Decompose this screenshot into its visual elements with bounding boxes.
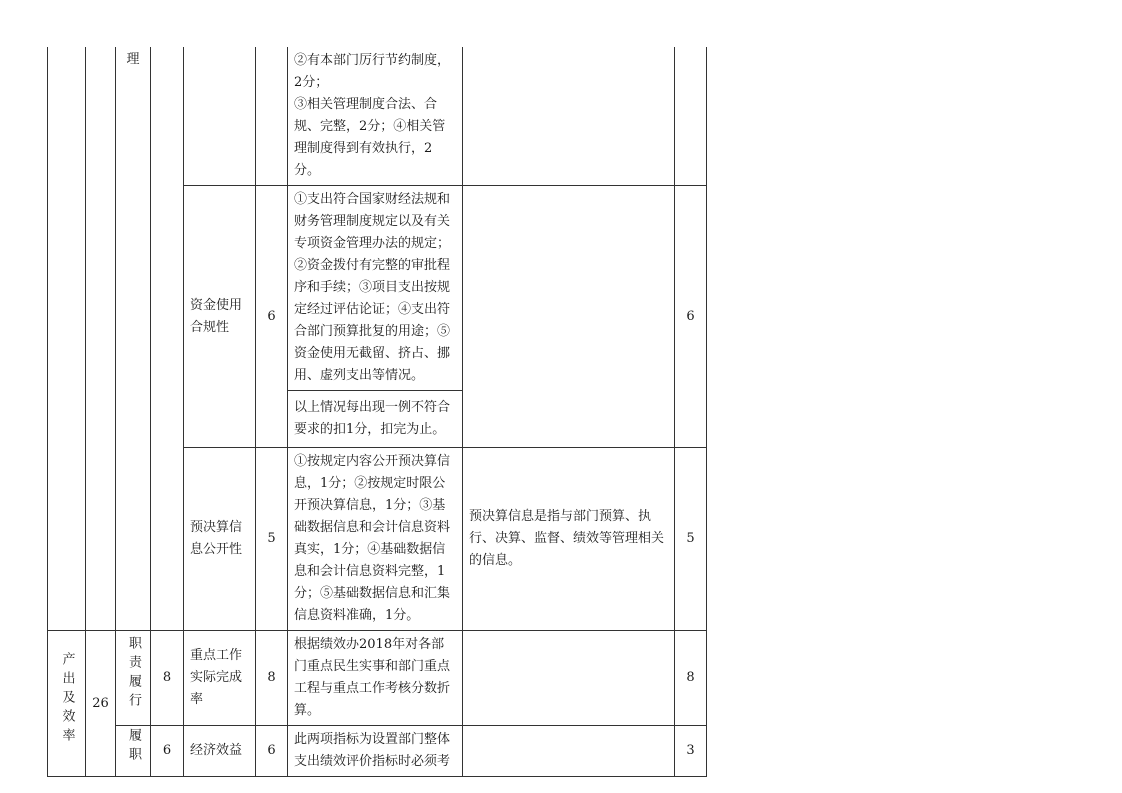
sub-category-cell — [116, 631, 151, 726]
note-cell — [463, 186, 675, 448]
category-cell — [48, 47, 86, 631]
sub-category-label: 职责履行 — [126, 636, 141, 712]
weight-cell: 5 — [256, 448, 288, 631]
note-cell — [463, 47, 675, 186]
category-label: 产出及效率 — [59, 652, 75, 747]
criteria-cell: 此两项指标为设置部门整体支出绩效评价指标时必须考 — [288, 726, 463, 777]
category-weight-cell — [86, 47, 116, 631]
indicator-cell: 资金使用合规性 — [184, 186, 256, 448]
sub-weight-cell — [151, 47, 184, 631]
score-cell: 5 — [675, 448, 707, 631]
weight-cell: 6 — [256, 726, 288, 777]
score-cell: 6 — [675, 186, 707, 448]
indicator-cell — [184, 47, 256, 186]
indicator-cell: 预决算信息公开性 — [184, 448, 256, 631]
criteria-cell: ②有本部门厉行节约制度，2分； ③相关管理制度合法、合规、完整，2分；④相关管理制度得到有效执行，2分。 — [288, 47, 463, 186]
weight-cell: 6 — [256, 186, 288, 448]
score-cell — [675, 47, 707, 186]
sub-weight-cell: 8 — [151, 631, 184, 726]
note-cell: 预决算信息是指与部门预算、执行、决算、监督、绩效等管理相关的信息。 — [463, 448, 675, 631]
note-cell — [463, 631, 675, 726]
score-cell: 3 — [675, 726, 707, 777]
sub-category-label: 理 — [126, 52, 140, 67]
indicator-cell: 经济效益 — [184, 726, 256, 777]
criteria-cell: 根据绩效办2018年对各部门重点民生实事和部门重点工程与重点工作考核分数折算。 — [288, 631, 463, 726]
sub-weight-cell: 6 — [151, 726, 184, 777]
indicator-cell: 重点工作实际完成率 — [184, 631, 256, 726]
category-weight-cell: 26 — [86, 631, 116, 777]
evaluation-table — [47, 47, 707, 777]
category-cell — [48, 631, 86, 777]
note-cell — [463, 726, 675, 777]
table-row — [48, 47, 707, 186]
table-row — [48, 631, 707, 726]
table-row — [48, 726, 707, 777]
score-cell: 8 — [675, 631, 707, 726]
sub-category-label: 履职 — [126, 728, 141, 766]
sub-category-cell — [116, 47, 151, 631]
weight-cell: 8 — [256, 631, 288, 726]
sub-category-cell — [116, 726, 151, 777]
criteria-cell: ①按规定内容公开预决算信息，1分；②按规定时限公开预决算信息，1分；③基础数据信息和会计信息资料真实，1分；④基础数据信息和会计信息资料完整，1分；⑤基础数据信息和汇集信息资料准确，1分。 — [288, 448, 463, 631]
criteria-cell: 以上情况每出现一例不符合要求的扣1分，扣完为止。 — [288, 391, 463, 448]
criteria-cell: ①支出符合国家财经法规和财务管理制度规定以及有关专项资金管理办法的规定；②资金拨付有完整的审批程序和手续；③项目支出按规定经过评估论证；④支出符合部门预算批复的用途；⑤资金使用无截留、挤占、挪用、虚列支出等情况。 — [288, 186, 463, 391]
weight-cell — [256, 47, 288, 186]
